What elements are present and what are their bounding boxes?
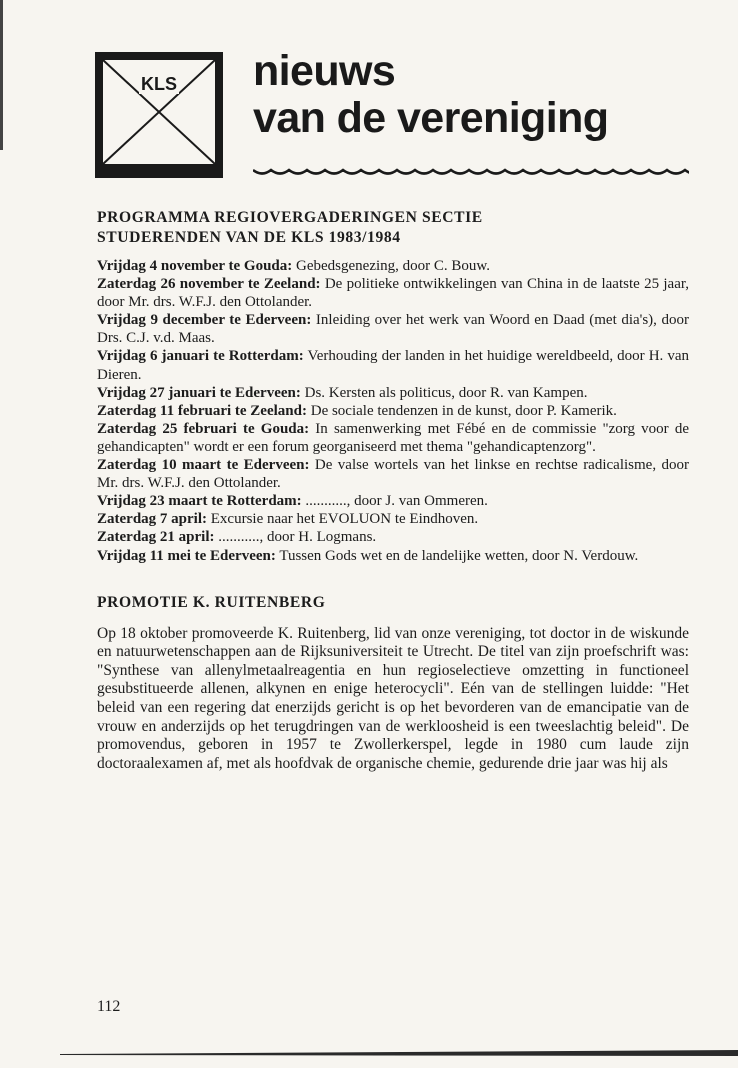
article-content [97, 208, 689, 773]
promotion-body: Op 18 oktober promoveerde K. Ruitenberg, lid van onze vereniging, tot doctor in de wiskunde en natuurwetenschappen aan de Rijksuniversiteit te Utrecht. De titel van zijn proefschrift was: "Synthese van allenylmetaalreagentia en hun regioselectieve omzetting in functioneel gesubstitueerde allenen, alkynen en enige heterocycli". Eén van de stellingen luidde: "Het beleid van een regering dat enerzijds gericht is op het bevorderen van de emancipatie van de vrouw en anderzijds op het terugdringen van de werkloosheid is een tweeslachtig beleid". De promovendus, geboren in 1957 te Zwollerkerspel, legde in 1980 cum laude zijn doctoraalexamen af, met als hoofdvak de organische chemie, gedurende drie jaar was hij als [97, 624, 689, 772]
page-number: 112 [97, 998, 121, 1015]
program-entry [97, 456, 689, 492]
program-entry-text: Ds. Kersten als politicus, door R. van Kampen. [300, 384, 588, 401]
program-entry-date: Zaterdag 7 april: [97, 511, 207, 528]
program-entry [97, 402, 689, 420]
program-entry-date: Zaterdag 21 april: [97, 529, 215, 546]
promotion-title: PROMOTIE K. RUITENBERG [97, 593, 326, 611]
program-entry-text: De politieke ontwikkelingen van China in de laatste 25 jaar, door Mr. drs. W.F.J. den Ottolander. [97, 276, 689, 311]
page-edge-shadow [0, 0, 3, 150]
program-entry [97, 257, 689, 275]
program-entry [97, 528, 689, 546]
program-entry [97, 275, 689, 311]
bottom-rule [60, 1050, 738, 1056]
program-entry [97, 347, 689, 383]
program-entry-text: De sociale tendenzen in de kunst, door P. Kamerik. [306, 402, 617, 419]
program-entry-date: Zaterdag 25 februari te Gouda: [97, 420, 310, 437]
program-entry-date: Vrijdag 6 januari te Rotterdam: [97, 348, 304, 365]
program-entry [97, 492, 689, 510]
program-entry-date: Zaterdag 10 maart te Ederveen: [97, 457, 310, 474]
envelope-logo-icon [95, 52, 223, 178]
program-entries [97, 257, 689, 565]
program-entry [97, 384, 689, 402]
logo-text: KLS [141, 74, 177, 94]
wavy-underline [253, 166, 689, 178]
program-entry-date: Vrijdag 11 mei te Ederveen: [97, 547, 276, 564]
program-entry-date: Vrijdag 9 december te Ederveen: [97, 312, 312, 329]
program-entry-text: Inleiding over het werk van Woord en Daad (met dia's), door Drs. C.J. v.d. Maas. [97, 312, 689, 347]
program-entry-text: Excursie naar het EVOLUON te Eindhoven. [207, 511, 479, 528]
program-entry-date: Vrijdag 23 maart te Rotterdam: [97, 493, 302, 510]
program-entry [97, 311, 689, 347]
program-entry-text: Gebedsgenezing, door C. Bouw. [292, 258, 491, 274]
headline-line-1: nieuws [253, 47, 396, 95]
program-title [97, 208, 689, 248]
headline-line-2: van de vereniging [253, 94, 609, 142]
program-title-line-2: STUDERENDEN VAN DE KLS 1983/1984 [97, 229, 401, 246]
program-entry-date: Vrijdag 4 november te Gouda: [97, 258, 293, 274]
program-entry-date: Zaterdag 26 november te Zeeland: [97, 276, 321, 293]
program-entry-text: Tussen Gods wet en de landelijke wetten, door N. Verdouw. [275, 547, 639, 564]
program-entry [97, 547, 689, 565]
program-entry-text: De valse wortels van het linkse en rechtse radicalisme, door Mr. drs. W.F.J. den Ottolander. [97, 457, 689, 492]
program-entry-text: In samenwerking met Fébé en de commissie "zorg voor de gehandicapten" wordt er een forum georganiseerd met thema "gehandicaptenzorg". [97, 420, 689, 455]
program-entry [97, 510, 689, 528]
program-entry [97, 420, 689, 456]
program-entry-text: ..........., door J. van Ommeren. [301, 493, 488, 510]
program-entry-date: Zaterdag 11 februari te Zeeland: [97, 402, 307, 419]
program-entry-date: Vrijdag 27 januari te Ederveen: [97, 384, 301, 401]
page-headline [253, 48, 608, 142]
program-entry-text: ..........., door H. Logmans. [214, 529, 377, 546]
program-entry-text: Verhouding der landen in het huidige wereldbeeld, door H. van Dieren. [97, 348, 689, 383]
program-title-line-1: PROGRAMMA REGIOVERGADERINGEN SECTIE [97, 209, 483, 226]
